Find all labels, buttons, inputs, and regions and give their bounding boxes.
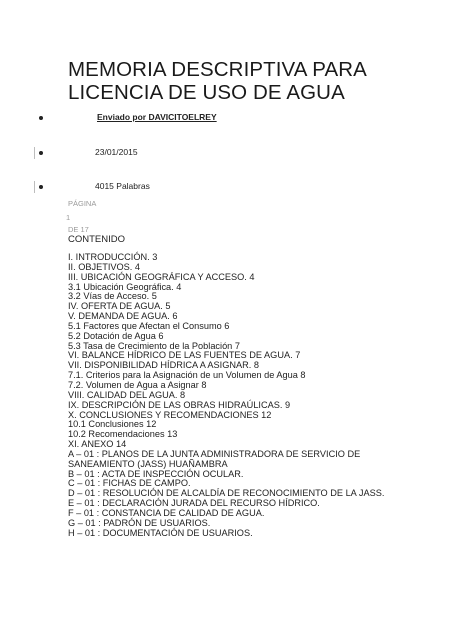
- page-label: PÁGINA: [68, 199, 97, 208]
- toc-item: I. INTRODUCCIÓN. 3: [68, 252, 158, 262]
- toc-item: X. CONCLUSIONES Y RECOMENDACIONES 12: [68, 409, 272, 420]
- toc-item: VIII. CALIDAD DEL AGUA. 8: [68, 389, 186, 400]
- toc-item: E – 01 : DECLARACIÓN JURADA DEL RECURSO HÍDRICO.: [68, 498, 320, 509]
- title-line-1: MEMORIA DESCRIPTIVA PARA: [68, 58, 367, 81]
- toc-item: VI. BALANCE HÍDRICO DE LAS FUENTES DE AGUA. 7: [68, 350, 301, 361]
- toc-item: XI. ANEXO 14: [68, 439, 127, 450]
- toc-item: 10.2 Recomendaciones 13: [68, 429, 178, 440]
- meta-date-row: [0, 147, 474, 161]
- meta-author-row: [0, 112, 474, 126]
- contents-heading: CONTENIDO: [68, 234, 125, 245]
- toc-item: 10.1 Conclusiones 12: [68, 419, 157, 430]
- toc-item: II. OBJETIVOS. 4: [68, 261, 140, 272]
- document-title: [68, 58, 367, 104]
- toc-item: SANEAMIENTO (JASS) HUAÑAMBRA: [68, 458, 228, 469]
- toc-item: 3.1 Ubicación Geográfica. 4: [68, 281, 182, 292]
- author-link[interactable]: Enviado por DAVICITOELREY: [97, 112, 217, 122]
- toc-item: B – 01 : ACTA DE INSPECCIÓN OCULAR.: [68, 468, 244, 479]
- table-of-contents: [68, 253, 468, 538]
- page-number: 1: [66, 213, 71, 222]
- page-total: DE 17: [68, 225, 89, 234]
- bullet-icon: [39, 185, 43, 189]
- title-line-2: LICENCIA DE USO DE AGUA: [68, 81, 345, 104]
- toc-item: 7.1. Criterios para la Asignación de un Volumen de Agua 8: [68, 370, 306, 381]
- toc-item: 3.2 Vías de Acceso. 5: [68, 291, 157, 302]
- publish-date: 23/01/2015: [95, 147, 138, 157]
- divider-bar: [34, 147, 35, 159]
- meta-words-row: [0, 181, 474, 195]
- toc-item: 5.2 Dotación de Agua 6: [68, 330, 164, 341]
- bullet-icon: [39, 151, 43, 155]
- toc-item: F – 01 : CONSTANCIA DE CALIDAD DE AGUA.: [68, 507, 265, 518]
- toc-item: C – 01 : FICHAS DE CAMPO.: [68, 478, 191, 489]
- toc-item: III. UBICACIÓN GEOGRÁFICA Y ACCESO. 4: [68, 271, 255, 282]
- toc-item: 5.1 Factores que Afectan el Consumo 6: [68, 320, 230, 331]
- word-count: 4015 Palabras: [95, 181, 150, 191]
- toc-item: D – 01 : RESOLUCIÓN DE ALCALDÍA DE RECONOCIMIENTO DE LA JASS.: [68, 488, 385, 499]
- divider-bar: [34, 181, 35, 193]
- toc-item: A – 01 : PLANOS DE LA JUNTA ADMINISTRADORA DE SERVICIO DE: [68, 448, 361, 459]
- toc-item: IV. OFERTA DE AGUA. 5: [68, 301, 171, 312]
- bullet-icon: [39, 116, 43, 120]
- toc-item: VII. DISPONIBILIDAD HÍDRICA A ASIGNAR. 8: [68, 360, 259, 371]
- toc-item: 7.2. Volumen de Agua a Asignar 8: [68, 379, 207, 390]
- toc-item: H – 01 : DOCUMENTACIÓN DE USUARIOS.: [68, 527, 253, 538]
- toc-item: V. DEMANDA DE AGUA. 6: [68, 311, 178, 322]
- toc-item: G – 01 : PADRÓN DE USUARIOS.: [68, 517, 211, 528]
- toc-item: IX. DESCRIPCIÓN DE LAS OBRAS HIDRAÚLICAS. 9: [68, 399, 291, 410]
- toc-item: 5.3 Tasa de Crecimiento de la Población 7: [68, 340, 240, 351]
